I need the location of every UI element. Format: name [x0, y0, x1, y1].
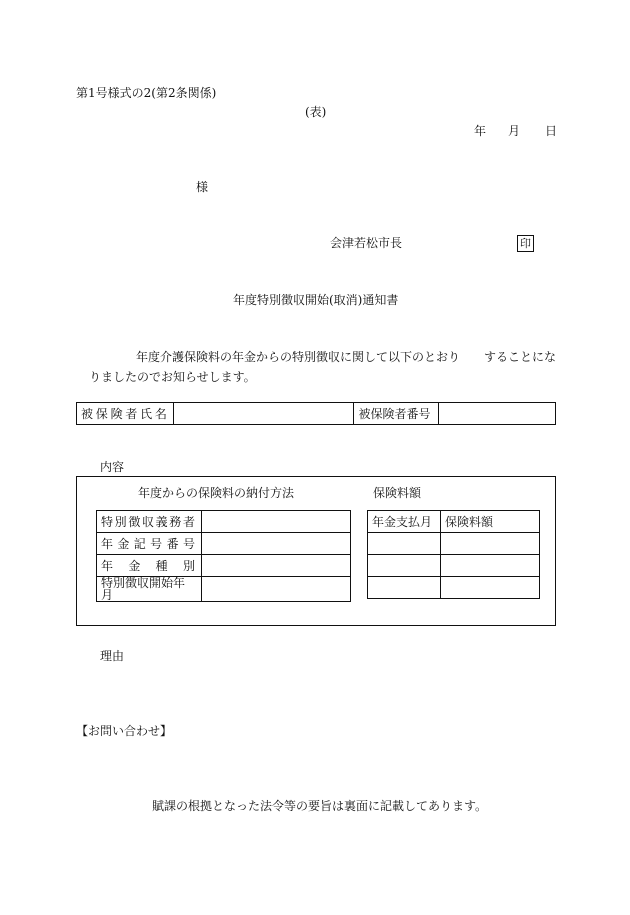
method-row — [97, 577, 351, 602]
method-row-value[interactable] — [202, 511, 351, 533]
method-row-label — [97, 533, 202, 555]
date-day: 日 — [545, 124, 558, 138]
method-row-value[interactable] — [202, 533, 351, 555]
method-row — [97, 555, 351, 577]
premium-col-month: 年金支払月 — [368, 511, 441, 533]
insured-name-label — [77, 403, 174, 425]
method-row-label — [97, 511, 202, 533]
premium-row — [368, 577, 540, 599]
method-row-label-text — [97, 538, 201, 550]
premium-row — [368, 555, 540, 577]
label-char: 名 — [154, 406, 167, 421]
premium-col-amount: 保険料額 — [441, 511, 540, 533]
label-char: 務 — [169, 514, 182, 529]
intro-line-1a: 年度介護保険料の年金からの特別徴収に関して以下のとおり — [136, 350, 461, 364]
label-char: 特 — [101, 514, 114, 529]
premium-table — [367, 510, 540, 599]
insured-number-field[interactable] — [439, 403, 556, 425]
method-row — [97, 533, 351, 555]
label-char: 記 — [133, 536, 146, 551]
insured-number-label: 被保険者番号 — [354, 403, 439, 425]
label-char: 氏 — [140, 406, 153, 421]
issuer-title: 会津若松市長 — [330, 236, 403, 250]
method-heading: 年度からの保険料の納付方法 — [138, 486, 295, 500]
label-char: 義 — [155, 514, 168, 529]
intro-line-2: りましたのでお知らせします。 — [89, 370, 256, 384]
label-char: 険 — [110, 406, 123, 421]
method-row — [97, 511, 351, 533]
form-number: 第1号様式の2(第2条関係) — [76, 86, 217, 100]
premium-month-cell[interactable] — [368, 577, 441, 599]
inquiry-heading: 【お問い合わせ】 — [76, 724, 173, 738]
premium-month-cell[interactable] — [368, 555, 441, 577]
premium-header-row — [368, 511, 540, 533]
footer-note: 賦課の根拠となった法令等の要旨は裏面に記載してあります。 — [152, 799, 488, 813]
method-table — [96, 510, 351, 602]
premium-heading: 保険料額 — [373, 486, 422, 500]
method-row-value[interactable] — [202, 555, 351, 577]
label-char: 号 — [182, 536, 195, 551]
label-char: 者 — [125, 406, 138, 421]
premium-amount-cell[interactable] — [441, 555, 540, 577]
premium-amount-cell[interactable] — [441, 533, 540, 555]
label-char: 番 — [166, 536, 179, 551]
label-char: 収 — [141, 514, 154, 529]
date-year: 年 — [474, 124, 487, 138]
document-title: 年度特別徴収開始(取消)通知書 — [233, 293, 399, 307]
method-row-label-text — [97, 577, 201, 601]
label-char: 保 — [95, 406, 108, 421]
label-char: 年 — [101, 558, 114, 573]
label-char: 別 — [114, 514, 127, 529]
label-char: 号 — [150, 536, 163, 551]
label-char: 別 — [182, 558, 195, 573]
method-row-value[interactable] — [202, 577, 351, 602]
label-char: 特別徴収開始年月 — [101, 576, 186, 602]
label-char: 金 — [128, 558, 141, 573]
method-row-label — [97, 555, 202, 577]
method-row-label — [97, 577, 202, 602]
premium-row — [368, 533, 540, 555]
intro-line-1b: することにな — [484, 350, 557, 364]
label-char: 種 — [155, 558, 168, 573]
form-side: (表) — [305, 105, 327, 119]
date-month: 月 — [508, 124, 521, 138]
recipient-honorific: 様 — [196, 180, 209, 194]
label-char: 徴 — [128, 514, 141, 529]
label-char: 年 — [101, 536, 114, 551]
premium-month-cell[interactable] — [368, 533, 441, 555]
insured-table — [76, 402, 556, 425]
method-row-label-text — [97, 516, 201, 528]
premium-amount-cell[interactable] — [441, 577, 540, 599]
content-heading: 内容 — [100, 460, 125, 474]
insured-name-label-text — [77, 408, 173, 420]
label-char: 金 — [117, 536, 130, 551]
label-char: 被 — [81, 406, 94, 421]
method-row-label-text — [97, 560, 201, 572]
seal-mark: 印 — [517, 235, 534, 252]
label-char: 者 — [182, 514, 195, 529]
insured-name-field[interactable] — [173, 403, 354, 425]
insured-row — [77, 403, 556, 425]
reason-heading: 理由 — [100, 649, 125, 663]
